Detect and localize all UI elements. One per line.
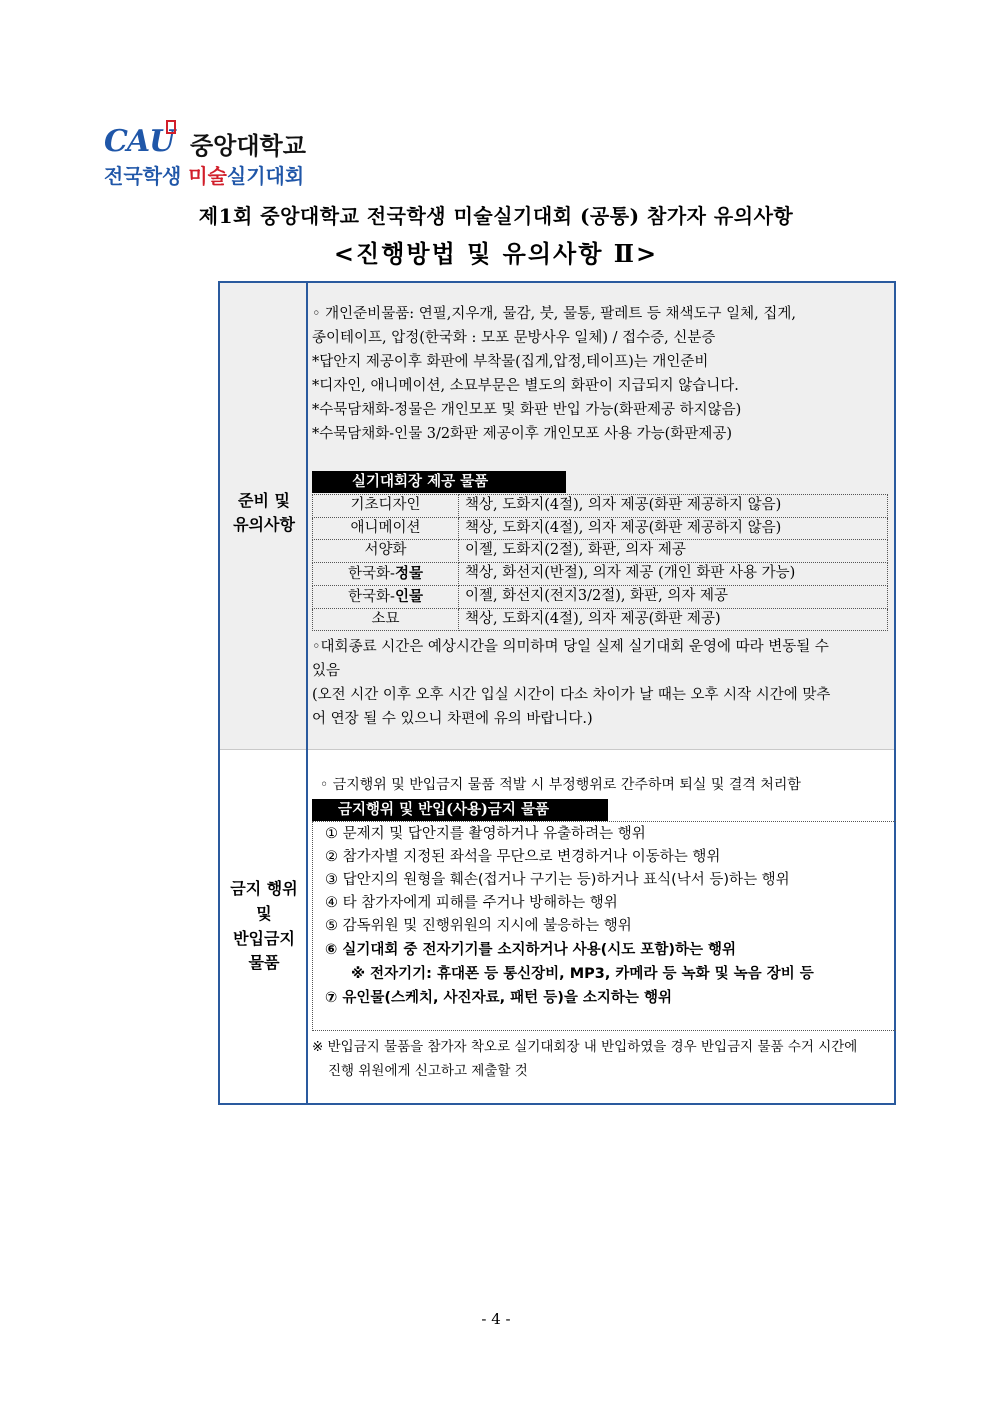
logo-sub-part1: 전국학생 [104,164,189,188]
section1-label-line2: 유의사항 [233,515,295,534]
list-item: ④ 타 참가자에게 피해를 주거나 방해하는 행위 [325,895,618,911]
document-subtitle: <진행방법 및 유의사항 Ⅱ> [333,239,659,268]
bottom-note [312,1035,896,1083]
schedule-note-1: ◦대회종료 시간은 예상시간을 의미하며 당일 실제 실기대회 운영에 따라 변동될 수 [312,639,829,655]
prohibition-intro: ◦ 금지행위 및 반입금지 물품 적발 시 부정행위로 간주하며 퇴실 및 결격 처리함 [320,777,801,793]
table-row [313,585,888,608]
logo-cau-text: CAU [104,124,175,159]
section1-label [220,489,308,537]
provided-items: 책상, 도화지(4절), 의자 제공(화판 제공하지 않음) [459,495,888,518]
section2-label-line4: 물품 [248,953,280,973]
provided-items-header: 실기대회장 제공 물품 [312,471,566,493]
document-title: 제1회 중앙대학교 전국학생 미술실기대회 (공통) 참가자 유의사항 [198,204,794,228]
provided-category: 서양화 [313,540,459,563]
list-item: ⑦ 유인물(스케치, 사진자료, 패턴 등)을 소지하는 행위 [325,990,672,1006]
schedule-note-4: 어 연장 될 수 있으니 차편에 유의 바랍니다.) [312,711,593,727]
bottom-note-line1: ※ 반입금지 물품을 참가자 착오로 실기대회장 내 반입하였을 경우 반입금지 물품 수거 시간에 [312,1039,858,1055]
prep-line-2: 종이테이프, 압정(한국화 : 모포 문방사우 일체) / 접수증, 신분증 [312,330,716,346]
logo-mark-icon [166,120,176,134]
list-item: ① 문제지 및 답안지를 촬영하거나 유출하려는 행위 [325,826,646,842]
section2-label-line3: 반입금지 [233,928,295,948]
list-item: ② 참가자별 지정된 좌석을 무단으로 변경하거나 이동하는 행위 [325,849,721,865]
logo-university-name: 중앙대학교 [190,132,306,160]
logo-subtitle [104,160,304,189]
provided-category [313,562,459,585]
provided-items: 책상, 도화지(4절), 의자 제공(화판 제공하지 않음) [459,517,888,540]
provided-items-table [312,494,888,631]
table-row [313,495,888,518]
provided-category: 기초디자인 [313,495,459,518]
schedule-note-3: (오전 시간 이후 오후 시간 입실 시간이 다소 차이가 날 때는 오후 시작 시간에 맞추 [312,687,831,703]
category-suffix: 인물 [394,587,423,605]
label-column [220,283,308,1103]
prep-line-4: *디자인, 애니메이션, 소묘부문은 별도의 화판이 지급되지 않습니다. [312,378,739,394]
provided-category [313,585,459,608]
logo-sub-part2: 실기대회 [226,164,305,188]
table-row [313,517,888,540]
prohibited-items-box [312,821,896,1031]
table-row [313,608,888,631]
prep-line-6: *수묵담채화-인물 3/2화판 제공이후 개인모포 사용 가능(화판제공) [312,426,733,442]
page-number: - 4 - [481,1310,511,1328]
prep-line-5: *수묵담채화-정물은 개인모포 및 화판 반입 가능(화판제공 하지않음) [312,402,742,418]
category-prefix: 한국화- [348,588,395,605]
provided-category: 애니메이션 [313,517,459,540]
provided-items: 이젤, 도화지(2절), 화판, 의자 제공 [459,540,888,563]
content-column [310,283,894,1103]
provided-items: 책상, 화선지(반절), 의자 제공 (개인 화판 사용 가능) [459,562,888,585]
provided-items: 책상, 도화지(4절), 의자 제공(화판 제공) [459,608,888,631]
prohibited-items-header: 금지행위 및 반입(사용)금지 물품 [312,799,608,821]
provided-items: 이젤, 화선지(전지3/2절), 화판, 의자 제공 [459,585,888,608]
section2-label-line2: 및 [256,903,272,923]
section2-label [220,877,308,976]
category-prefix: 한국화- [348,565,395,582]
section1-label-line1: 준비 및 [238,491,290,510]
list-item: ③ 답안지의 원형을 훼손(접거나 구기는 등)하거나 표식(낙서 등)하는 행위 [325,872,790,888]
bottom-note-line2: 진행 위원에게 신고하고 제출할 것 [328,1063,528,1079]
logo-sub-red: 미술 [188,164,227,188]
table-row [313,562,888,585]
provided-category: 소묘 [313,608,459,631]
section2-label-line1: 금지 행위 [230,879,298,898]
schedule-note-2: 있음 [312,663,341,679]
prep-line-3: *답안지 제공이후 화판에 부착물(집게,압정,테이프)는 개인준비 [312,354,709,370]
list-item: ⑤ 감독위원 및 진행위원의 지시에 불응하는 행위 [325,918,632,934]
category-suffix: 정물 [394,564,423,582]
list-item-note: ※ 전자기기: 휴대폰 등 통신장비, MP3, 카메라 등 녹화 및 녹음 장비 등 [351,966,814,982]
prep-line-1: ◦ 개인준비물품: 연필,지우개, 물감, 붓, 물통, 팔레트 등 채색도구 일체, 집게, [312,306,796,322]
guidelines-table [218,281,896,1105]
cau-logo [104,120,344,190]
list-item: ⑥ 실기대회 중 전자기기를 소지하거나 사용(시도 포함)하는 행위 [325,942,737,958]
table-row [313,540,888,563]
